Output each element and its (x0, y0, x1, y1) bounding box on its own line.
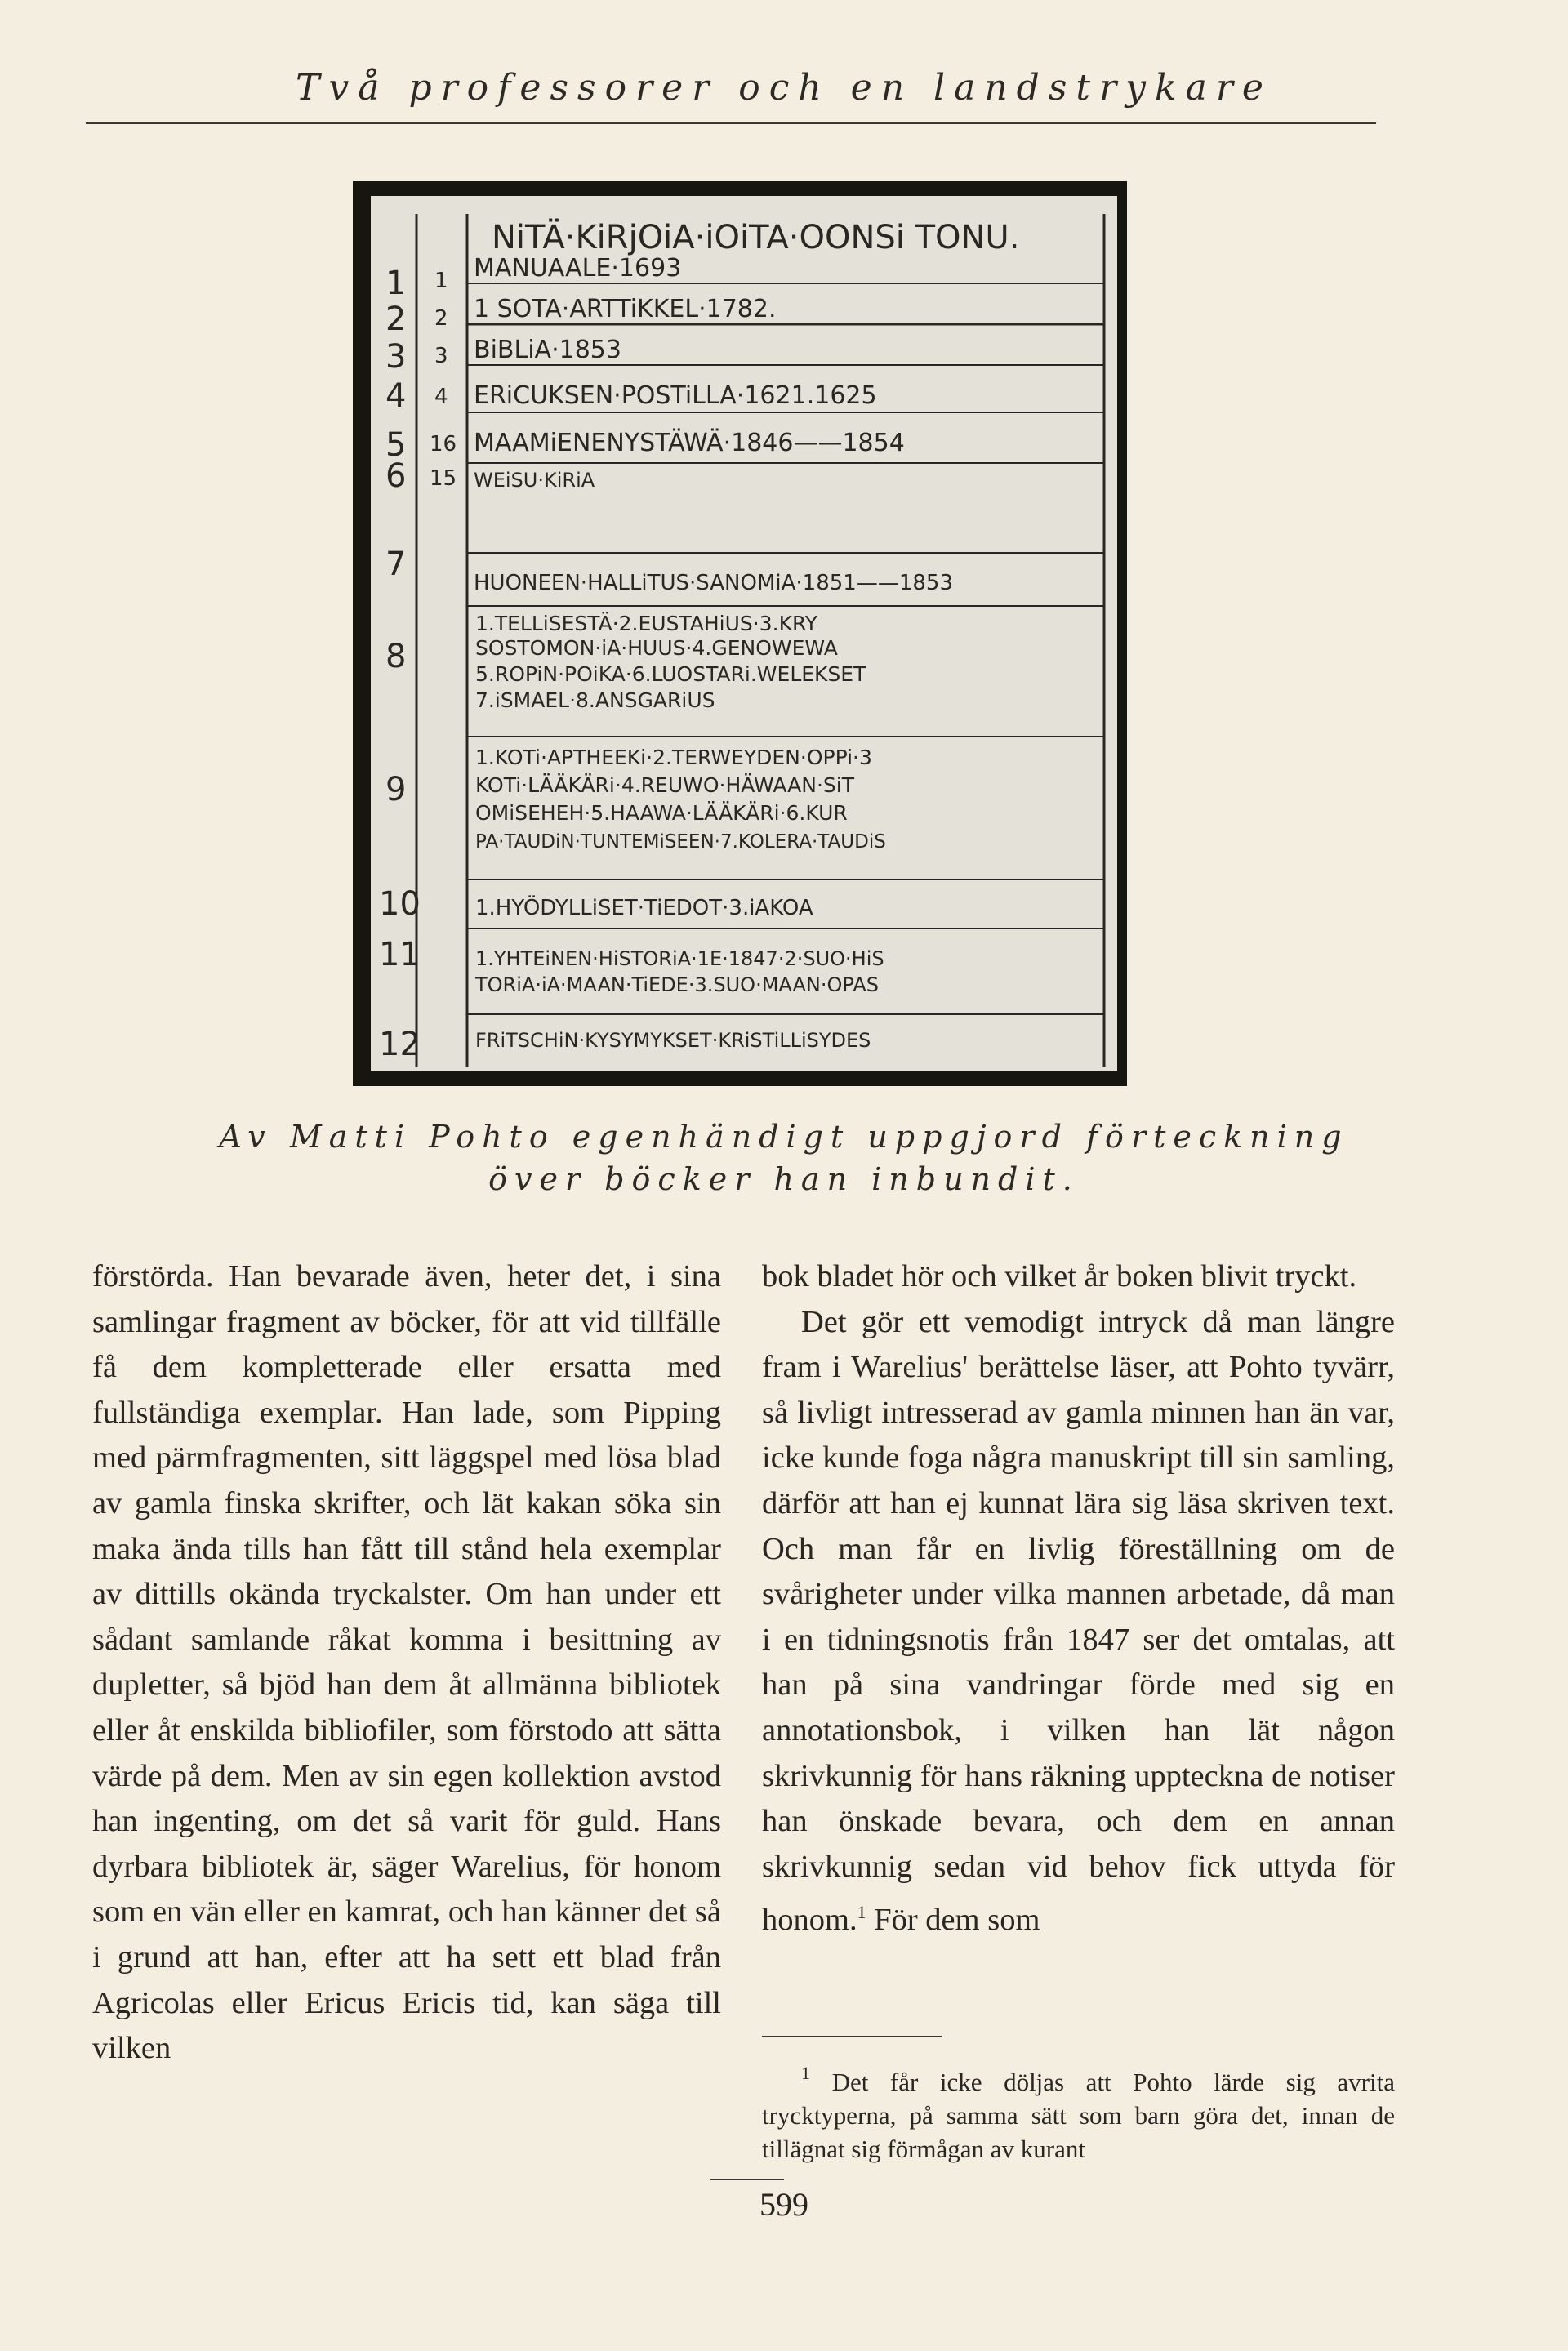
row-number: 6 (385, 457, 407, 495)
right-column (762, 1254, 1395, 1944)
row-number: 3 (385, 338, 407, 376)
entry: 1 SOTA·ARTTiKKEL·1782. (474, 295, 777, 323)
row-number: 1 (385, 265, 407, 302)
page-number: 599 (760, 2186, 808, 2223)
row-number: 8 (385, 638, 407, 675)
handwritten-book-list-photo (353, 181, 1127, 1086)
caption-line-2: över böcker han inbundit. (488, 1161, 1080, 1197)
entry: MAAMiENENYSTÄWÄ·1846——1854 (474, 429, 905, 457)
entry: 1.YHTEiNEN·HiSTORiA·1E·1847·2·SUO·HiS (475, 947, 884, 970)
entry: 1.HYÖDYLLiSET·TiEDOT·3.iAKOA (475, 896, 813, 920)
col-number: 4 (434, 385, 448, 409)
footnote-marker: 1 (857, 1902, 866, 1923)
entry: KOTi·LÄÄKÄRi·4.REUWO·HÄWAAN·SiT (475, 773, 855, 797)
row-number: 2 (385, 301, 407, 338)
entry: 1.KOTi·APTHEEKi·2.TERWEYDEN·OPPi·3 (475, 746, 872, 769)
list-title: NiTÄ·KiRjOiA·iOiTA·OONSi TONU. (492, 219, 1020, 256)
entry: TORiA·iA·MAAN·TiEDE·3.SUO·MAAN·OPAS (475, 973, 879, 996)
row-number: 11 (379, 936, 421, 973)
col-number: 1 (434, 269, 448, 293)
col-number: 3 (434, 344, 448, 368)
entry: SOSTOMON·iA·HUUS·4.GENOWEWA (475, 636, 838, 660)
entry: 1.TELLiSESTÄ·2.EUSTAHiUS·3.KRY (475, 612, 818, 635)
row-number: 10 (379, 885, 421, 923)
entry: MANUAALE·1693 (474, 254, 682, 283)
running-title: Två professorer och en landstrykare (296, 67, 1272, 109)
entry: 5.ROPiN·POiKA·6.LUOSTARi.WELEKSET (475, 662, 866, 686)
header-rule (86, 122, 1376, 124)
figure-caption (0, 1115, 1568, 1200)
footnote-number: 1 (801, 2063, 810, 2083)
footnote-rule (762, 2036, 942, 2037)
footnote-text: Det får icke döljas att Pohto lärde sig avrita trycktyperna, på samma sätt som barn göra det, innan de tillägnat sig förmågan av kurant (762, 2068, 1395, 2163)
paragraph-tail: För dem som (866, 1903, 1040, 1938)
footnote (762, 2056, 1395, 2166)
caption-line-1: Av Matti Pohto egenhändigt uppgjord förteckning (219, 1119, 1349, 1155)
entry: BiBLiA·1853 (474, 336, 621, 364)
entry: WEiSU·KiRiA (474, 469, 595, 492)
left-column (92, 1254, 721, 2072)
col-number: 16 (430, 432, 457, 456)
paragraph: bok bladet hör och vilket år boken blivit tryckt. (762, 1259, 1357, 1293)
entry: PA·TAUDiN·TUNTEMiSEEN·7.KOLERA·TAUDiS (475, 831, 886, 853)
row-number: 4 (385, 377, 407, 415)
row-number: 9 (385, 771, 407, 808)
entry: OMiSEHEH·5.HAAWA·LÄÄKÄRi·6.KUR (475, 801, 848, 825)
entry: HUONEEN·HALLiTUS·SANOMiA·1851——1853 (474, 571, 954, 595)
paragraph-text: Det gör ett vemodigt intryck då man längre fram i Warelius' berättelse läser, att Pohto tyvärr, så livligt intresserad av gamla minnen han än var, icke kunde foga några manuskript till sin samling, därför att han ej kunnat lära sig läsa skriven text. Och man får en livlig föreställning om de svårigheter under vilka mannen arbetade, då man i en tidningsnotis från 1847 ser det omtalas, att han på sina vandringar förde med sig en annotationsbok, i vilken han lät någon skrivkunnig för hans räkning upptecknа de notiser han önskade bevara, och dem en annan skrivkunnig sedan vid behov fick uttyda för honom. (762, 1304, 1395, 1938)
entry: FRiTSCHiN·KYSYMYKSET·KRiSTiLLiSYDES (475, 1029, 871, 1052)
row-number: 12 (379, 1026, 421, 1063)
col-number: 2 (434, 306, 448, 331)
entry: ERiCUKSEN·POSTiLLA·1621.1625 (474, 381, 877, 410)
col-number: 15 (430, 466, 457, 491)
row-number: 7 (385, 545, 407, 583)
page-number-rule (710, 2179, 784, 2180)
paragraph (762, 1300, 1395, 1944)
row-number: 5 (385, 426, 407, 464)
entry: 7.iSMAEL·8.ANSGARiUS (475, 688, 715, 712)
paragraph: förstörda. Han bevarade även, heter det, i sina samlingar fragment av böcker, för att vid tillfälle få dem kompletterade eller ersatta med fullständiga exemplar. Han lade, som Pipping med pärmfragmenten, sitt läggspel med lösa blad av gamla finska skrifter, och lät kakan söka sin maka ända tills han fått till stånd hela exemplar av dittills okända tryckalster. Om han under ett sådant samlande råkat komma i besittning av dupletter, så bjöd han dem åt allmänna bibliotek eller åt enskilda bibliofiler, som förstodo att sätta värde på dem. Men av sin egen kollektion avstod han ingenting, om det så varit för guld. Hans dyrbara bibliotek är, säger Warelius, för honom som en vän eller en kamrat, och han känner det så i grund att han, efter att ha sett ett blad från Agricolas eller Ericus Ericis tid, kan säga till vilken (92, 1259, 721, 2066)
